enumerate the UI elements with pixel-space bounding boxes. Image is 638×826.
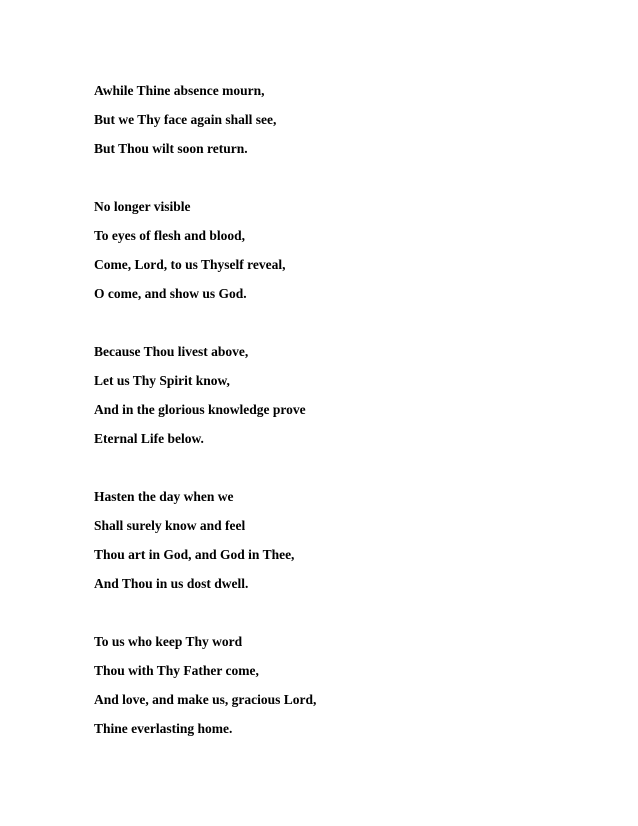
poem-line: Awhile Thine absence mourn,: [94, 83, 265, 98]
poem-line: Thou art in God, and God in Thee,: [94, 547, 295, 562]
poem-line: O come, and show us God.: [94, 286, 247, 301]
poem-line: Let us Thy Spirit know,: [94, 373, 230, 388]
stanza-1: [94, 76, 574, 163]
stanza-3: [94, 337, 574, 453]
poem-line: To eyes of flesh and blood,: [94, 228, 246, 243]
poem-line: And love, and make us, gracious Lord,: [94, 692, 317, 707]
poem-line: Shall surely know and feel: [94, 518, 246, 533]
poem-line: Hasten the day when we: [94, 489, 234, 504]
poem-line: Thine everlasting home.: [94, 721, 233, 736]
poem-line: But Thou wilt soon return.: [94, 141, 248, 156]
poem-line: And in the glorious knowledge prove: [94, 402, 306, 417]
poem-line: To us who keep Thy word: [94, 634, 243, 649]
poem-line: Come, Lord, to us Thyself reveal,: [94, 257, 286, 272]
poem-line: Eternal Life below.: [94, 431, 204, 446]
stanza-2: [94, 192, 574, 308]
poem-line: No longer visible: [94, 199, 191, 214]
stanza-4: [94, 482, 574, 598]
poem-line: Thou with Thy Father come,: [94, 663, 259, 678]
poem-line: And Thou in us dost dwell.: [94, 576, 249, 591]
poem-line: But we Thy face again shall see,: [94, 112, 277, 127]
poem-line: Because Thou livest above,: [94, 344, 249, 359]
stanza-5: [94, 627, 574, 743]
poem-text: [94, 76, 574, 772]
